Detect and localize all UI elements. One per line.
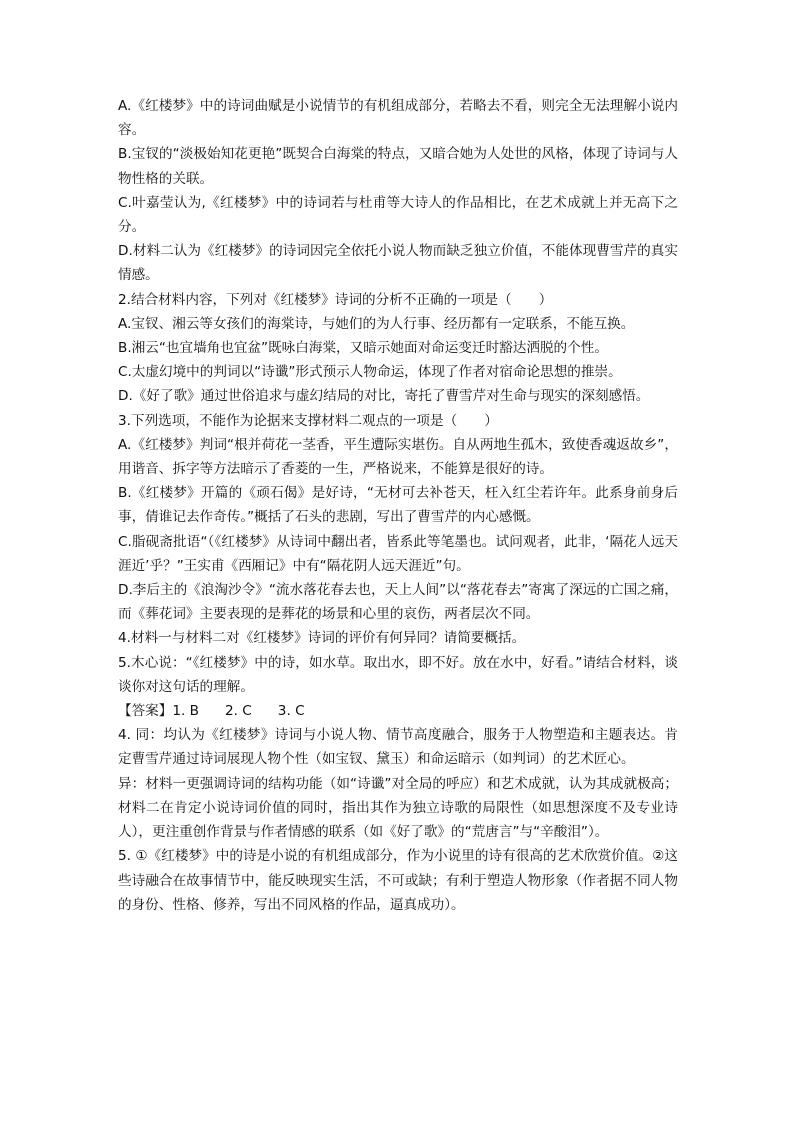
question-text: 3.下列选项，不能作为论据来支撑材料二观点的一项是（ ） — [118, 412, 498, 429]
option-text: B.《红楼梦》开篇的《顽石偈》是好诗，“无材可去补苍天，枉入红尘若许年。此系身前身后事，倩谁记去作奇传。”概括了石头的悲剧，写出了曹雪芹的内心感慨。 — [118, 485, 678, 526]
option-text: A.《红楼梦》判词“根并荷花一茎香，平生遭际实堪伤。自从两地生孤木，致使香魂返故乡”，用谐音、拆字等方法暗示了香菱的一生，严格说来，不能算是很好的诗。 — [118, 436, 678, 478]
question-text: 5.木心说：“《红楼梦》中的诗，如水草。取出水，即不好。放在水中，好看。”请结合材料，谈谈你对这句话的理解。 — [118, 654, 678, 695]
explanation-text: 4. 同：均认为《红楼梦》诗词与小说人物、情节高度融合，服务于人物塑造和主题表达。肯定曹雪芹通过诗词展现人物个性（如宝钗、黛玉）和命运暗示（如判词）的艺术匠心。 — [118, 727, 678, 768]
answer-item: 2. C — [225, 703, 252, 720]
question-text: 4.材料一与材料二对《红楼梦》诗词的评价有何异同？请简要概括。 — [118, 630, 526, 647]
answer-label: 【答案】 — [118, 703, 173, 720]
option-text: B.湘云“也宜墙角也宜盆”既咏白海棠，又暗示她面对命运变迁时豁达洒脱的个性。 — [118, 340, 608, 357]
answer-item: 1. B — [172, 703, 199, 720]
option-text: C.叶嘉莹认为,《红楼梦》中的诗词若与杜甫等大诗人的作品相比，在艺术成就上并无高下之分。 — [118, 194, 678, 236]
answer-spacer — [252, 699, 278, 723]
answer-spacer — [199, 699, 225, 723]
option-text: C.脂砚斋批语“（《红楼梦》从诗词中翻出者，皆系此等笔墨也。试问观者，此非，‘隔花人远天涯近’乎？”王实甫《西厢记》中有“隔花阴人远天涯近”句。 — [118, 533, 678, 574]
explanation-text: 异：材料一更强调诗词的结构功能（如“诗谶”对全局的呼应）和艺术成就，认为其成就极高；材料二在肯定小说诗词价值的同时，指出其作为独立诗歌的局限性（如思想深度不及专业诗人），更注重创作背景与作者情感的联系（如《好了歌》的“荒唐言”与“辛酸泪”）。 — [118, 775, 678, 841]
option-text: D.《好了歌》通过世俗追求与虚幻结局的对比，寄托了曹雪芹对生命与现实的深刻感悟。 — [118, 388, 650, 405]
option-text: D.材料二认为《红楼梦》的诗词因完全依托小说人物而缺乏独立价值，不能体现曹雪芹的真实情感。 — [118, 243, 678, 284]
answer-line — [118, 699, 678, 723]
option-text: B.宝钗的“淡极始知花更艳”既契合白海棠的特点，又暗合她为人处世的风格，体现了诗词与人物性格的关联。 — [118, 146, 678, 187]
option-text: C.太虚幻境中的判词以“诗谶”形式预示人物命运，体现了作者对宿命论思想的推崇。 — [118, 364, 622, 381]
option-text: D.李后主的《浪淘沙令》“流水落花春去也，天上人间”以“落花春去”寄寓了深远的亡国之痛，而《葬花词》主要表现的是葬花的场景和心里的哀伤，两者层次不同。 — [118, 582, 678, 623]
explanation-text: 5. ①《红楼梦》中的诗是小说的有机组成部分，作为小说里的诗有很高的艺术欣赏价值。②这些诗融合在故事情节中，能反映现实生活，不可或缺；有利于塑造人物形象（作者据不同人物的身份、性格、修养，写出不同风格的作品，逼真成功）。 — [118, 848, 678, 913]
option-text: A.宝钗、湘云等女孩们的海棠诗，与她们的为人行事、经历都有一定联系，不能互换。 — [118, 315, 635, 332]
answer-item: 3. C — [277, 703, 305, 720]
option-text: A.《红楼梦》中的诗词曲赋是小说情节的有机组成部分，若略去不看，则完全无法理解小说内容。 — [118, 98, 678, 139]
document-body — [118, 94, 678, 917]
question-text: 2.结合材料内容，下列对《红楼梦》诗词的分析不正确的一项是（ ） — [118, 291, 553, 308]
